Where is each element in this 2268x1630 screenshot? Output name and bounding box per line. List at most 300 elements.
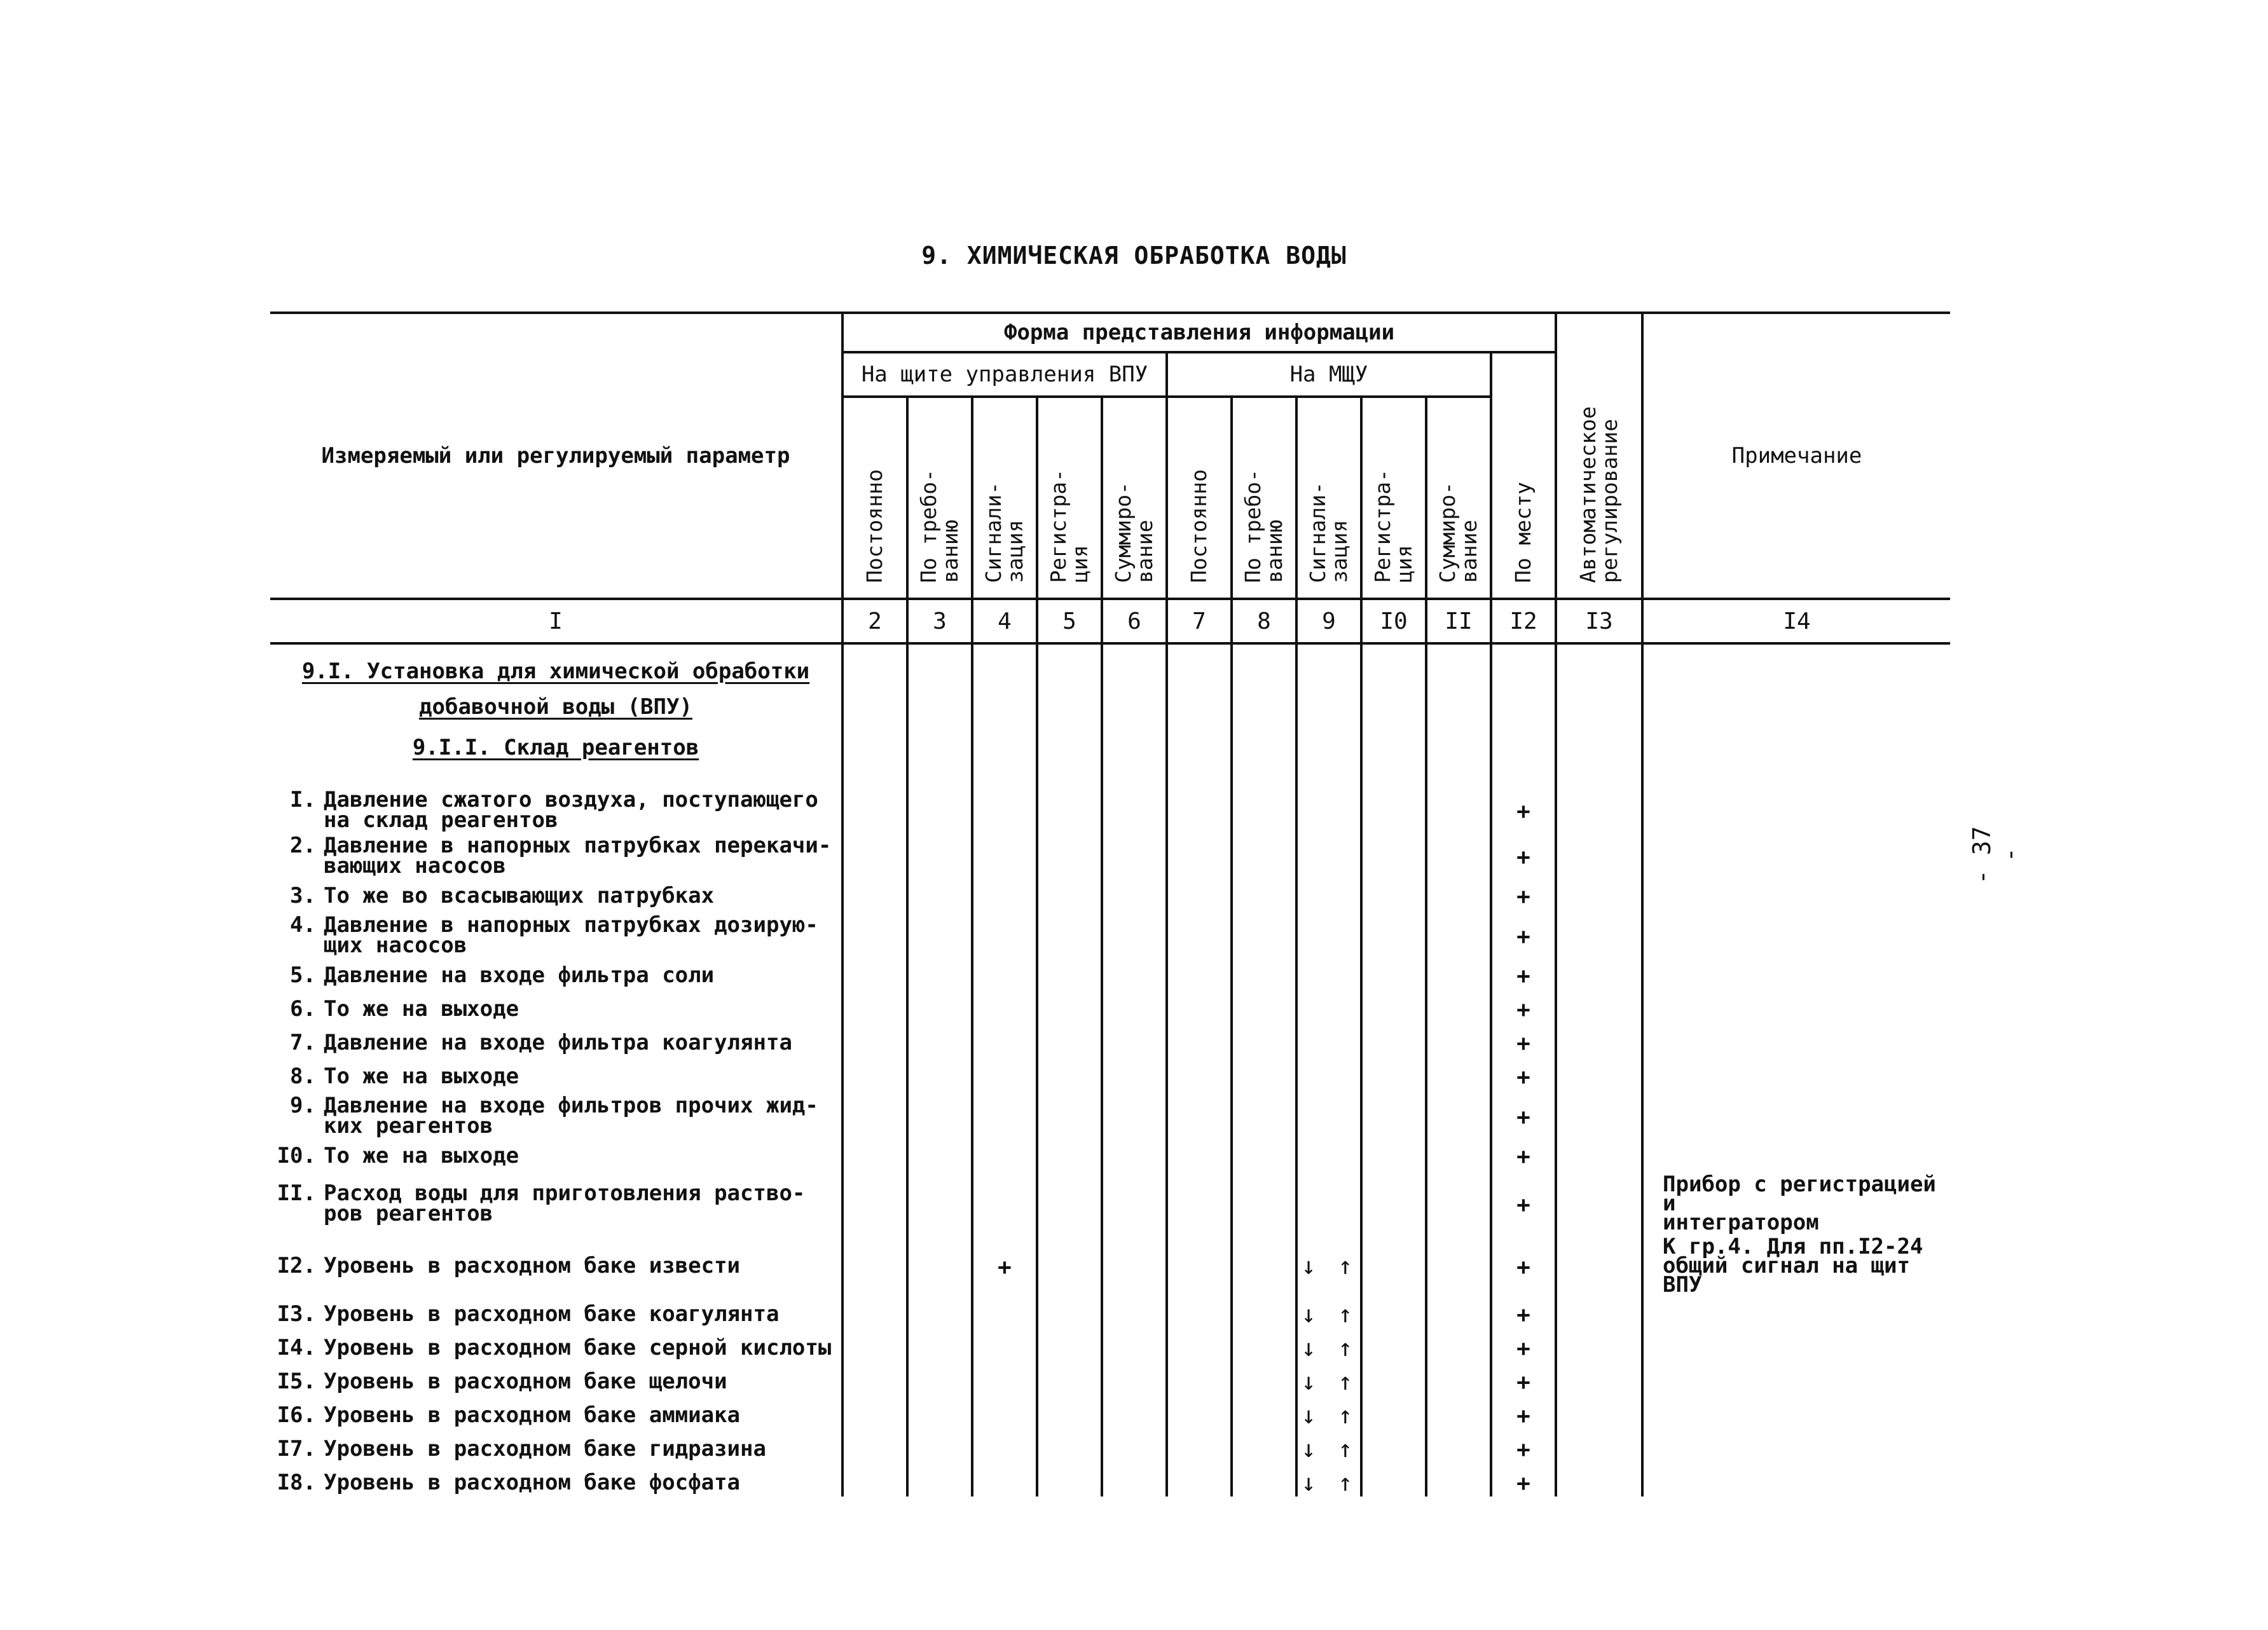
empty-cell: [1232, 1294, 1296, 1328]
empty-cell: [1426, 830, 1491, 876]
empty-cell: [907, 1023, 972, 1057]
empty-cell: [907, 1294, 972, 1328]
empty-cell: [1102, 1362, 1167, 1395]
empty-cell: [1361, 1429, 1426, 1463]
empty-cell: [1556, 1023, 1642, 1057]
empty-cell: [1556, 1136, 1642, 1170]
empty-cell: [907, 1232, 972, 1294]
empty-cell: [1556, 1362, 1642, 1395]
parameter-cell: [270, 830, 842, 879]
empty-cell: [1102, 1057, 1167, 1090]
empty-cell: [1556, 1294, 1642, 1328]
header-vpu-col: По требо- ванию: [907, 397, 972, 599]
header-mshu-col: Постоянно: [1167, 397, 1232, 599]
table-row: [270, 830, 1950, 876]
on-site-cell: +: [1491, 1362, 1556, 1395]
column-number: 2: [842, 599, 907, 643]
empty-cell: [1361, 1057, 1426, 1090]
table-row: [270, 1294, 1950, 1328]
empty-cell: [1037, 1429, 1102, 1463]
note-cell: [1642, 1136, 1950, 1170]
empty-cell: [1361, 830, 1426, 876]
header-mshu-col: Регистра- ция: [1361, 397, 1426, 599]
empty-cell: [1167, 784, 1232, 830]
row-number: I5.: [277, 1368, 316, 1394]
empty-cell: [1426, 1057, 1491, 1090]
header-parameter: Измеряемый или регулируемый параметр: [270, 313, 842, 599]
empty-cell: [1556, 1232, 1642, 1294]
empty-cell: [1426, 1429, 1491, 1463]
empty-cell: [1361, 1294, 1426, 1328]
column-number: I3: [1556, 599, 1642, 643]
signal-vpu-cell: [972, 955, 1037, 989]
column-number: 4: [972, 599, 1037, 643]
empty-cell: [1556, 1463, 1642, 1496]
signal-mshu-cell: ↓ ↑: [1296, 1395, 1361, 1429]
empty-cell: [1167, 1170, 1232, 1232]
column-number: I2: [1491, 599, 1556, 643]
row-text: Давление на входе фильтра коагулянта: [324, 1029, 792, 1055]
header-note: Примечание: [1642, 313, 1950, 599]
empty-cell: [1167, 989, 1232, 1023]
page-title: 9. ХИМИЧЕСКАЯ ОБРАБОТКА ВОДЫ: [921, 242, 1347, 270]
empty-cell: [1167, 1090, 1232, 1136]
on-site-cell: +: [1491, 955, 1556, 989]
column-number: 9: [1296, 599, 1361, 643]
header-vpu-col: Суммиро- вание: [1102, 397, 1167, 599]
row-text: Давление на входе фильтра соли: [324, 962, 715, 988]
empty-cell: [1037, 1232, 1102, 1294]
empty-cell: [1037, 784, 1102, 830]
empty-cell: [842, 989, 907, 1023]
empty-cell: [907, 989, 972, 1023]
header-mshu-col: Сигнали- зация: [1296, 397, 1361, 599]
empty-cell: [1232, 830, 1296, 876]
signal-vpu-cell: [972, 1328, 1037, 1362]
empty-cell: [1102, 1328, 1167, 1362]
empty-cell: [1102, 1232, 1167, 1294]
empty-cell: [842, 1023, 907, 1057]
row-text: Давление сжатого воздуха, поступающего на склад реагентов: [324, 787, 818, 833]
row-number: I3.: [277, 1301, 316, 1327]
empty-cell: [1037, 1395, 1102, 1429]
empty-cell: [1361, 1362, 1426, 1395]
table-row: [270, 1090, 1950, 1136]
signal-mshu-cell: ↓ ↑: [1296, 1463, 1361, 1496]
empty-cell: [1232, 1429, 1296, 1463]
row-text: Давление на входе фильтров прочих жид- ких реагентов: [324, 1093, 818, 1139]
empty-cell: [1037, 1090, 1102, 1136]
table-row: [270, 1395, 1950, 1429]
header-group-vpu: На щите управления ВПУ: [842, 352, 1167, 397]
empty-cell: [1167, 1294, 1232, 1328]
on-site-cell: +: [1491, 1429, 1556, 1463]
row-text: То же во всасывающих патрубках: [324, 882, 715, 908]
signal-vpu-cell: +: [972, 1232, 1037, 1294]
empty-cell: [1361, 1023, 1426, 1057]
section-title: 9.I. Установка для химической обработки добавочной воды (ВПУ): [301, 659, 810, 720]
empty-cell: [1556, 1090, 1642, 1136]
empty-cell: [842, 784, 907, 830]
empty-cell: [1556, 1395, 1642, 1429]
empty-cell: [1167, 1362, 1232, 1395]
empty-cell: [1556, 1328, 1642, 1362]
signal-vpu-cell: [972, 1057, 1037, 1090]
header-vpu-col: Регистра- ция: [1037, 397, 1102, 599]
note-cell: [1642, 989, 1950, 1023]
signal-mshu-cell: ↓ ↑: [1296, 1429, 1361, 1463]
empty-cell: [1167, 955, 1232, 989]
empty-cell: [1167, 876, 1232, 910]
empty-cell: [907, 1328, 972, 1362]
column-number: 3: [907, 599, 972, 643]
empty-cell: [1167, 1328, 1232, 1362]
empty-cell: [1426, 989, 1491, 1023]
parameter-cell: [270, 1328, 842, 1362]
empty-cell: [1426, 1090, 1491, 1136]
row-text: Уровень в расходном баке щелочи: [324, 1368, 727, 1394]
signal-mshu-cell: [1296, 1136, 1361, 1170]
empty-cell: [1361, 1136, 1426, 1170]
row-number: 8.: [290, 1063, 316, 1089]
parameter-cell: [270, 1057, 842, 1090]
empty-cell: [842, 1429, 907, 1463]
note-cell: [1642, 784, 1950, 830]
empty-cell: [1232, 1463, 1296, 1496]
signal-mshu-cell: [1296, 955, 1361, 989]
empty-cell: [842, 1463, 907, 1496]
empty-cell: [1167, 1023, 1232, 1057]
column-number-row: [270, 599, 1950, 643]
signal-mshu-cell: [1296, 1170, 1361, 1232]
signal-vpu-cell: [972, 1429, 1037, 1463]
parameter-cell: [270, 955, 842, 989]
empty-cell: [1361, 1328, 1426, 1362]
empty-cell: [1037, 1023, 1102, 1057]
empty-cell: [1426, 876, 1491, 910]
on-site-cell: +: [1491, 1463, 1556, 1496]
signal-mshu-cell: [1296, 876, 1361, 910]
signal-mshu-cell: ↓ ↑: [1296, 1232, 1361, 1294]
row-number: I2.: [277, 1253, 316, 1278]
column-number: I0: [1361, 599, 1426, 643]
empty-cell: [1232, 876, 1296, 910]
row-number: I7.: [277, 1435, 316, 1462]
row-text: Уровень в расходном баке коагулянта: [324, 1301, 780, 1327]
row-number: I4.: [277, 1334, 316, 1360]
signal-mshu-cell: [1296, 1057, 1361, 1090]
empty-cell: [1426, 910, 1491, 955]
row-number: 3.: [290, 882, 316, 908]
table-row: [270, 1429, 1950, 1463]
note-cell: К гр.4. Для пп.I2-24 общий сигнал на щит ВПУ: [1642, 1232, 1950, 1294]
row-text: Уровень в расходном баке фосфата: [324, 1469, 741, 1495]
empty-cell: [1556, 784, 1642, 830]
signal-mshu-cell: ↓ ↑: [1296, 1362, 1361, 1395]
row-number: I8.: [277, 1469, 316, 1495]
empty-cell: [1361, 910, 1426, 955]
empty-cell: [1167, 1136, 1232, 1170]
signal-mshu-cell: ↓ ↑: [1296, 1328, 1361, 1362]
empty-cell: [1167, 1395, 1232, 1429]
signal-vpu-cell: [972, 1294, 1037, 1328]
empty-cell: [1037, 1463, 1102, 1496]
empty-cell: [1426, 1328, 1491, 1362]
row-text: То же на выходе: [324, 1063, 519, 1089]
empty-cell: [1426, 1023, 1491, 1057]
empty-cell: [842, 1294, 907, 1328]
empty-cell: [1102, 876, 1167, 910]
empty-cell: [1037, 910, 1102, 955]
empty-cell: [1102, 1463, 1167, 1496]
signal-vpu-cell: [972, 1463, 1037, 1496]
empty-cell: [1102, 1170, 1167, 1232]
empty-cell: [907, 1362, 972, 1395]
empty-cell: [1361, 1395, 1426, 1429]
table-row: [270, 910, 1950, 955]
column-number: 8: [1232, 599, 1296, 643]
note-cell: [1642, 1294, 1950, 1328]
parameter-cell: [270, 1395, 842, 1429]
empty-cell: [1102, 1136, 1167, 1170]
note-cell: [1642, 1090, 1950, 1136]
empty-cell: [1426, 1362, 1491, 1395]
row-text: Уровень в расходном баке серной кислоты: [324, 1334, 832, 1360]
empty-cell: [1361, 1463, 1426, 1496]
row-number: 7.: [290, 1029, 316, 1055]
column-number: II: [1426, 599, 1491, 643]
empty-cell: [1037, 1294, 1102, 1328]
signal-vpu-cell: [972, 830, 1037, 876]
empty-cell: [842, 876, 907, 910]
empty-cell: [1037, 830, 1102, 876]
header-vpu-col: Постоянно: [842, 397, 907, 599]
parameter-cell: [270, 1429, 842, 1463]
on-site-cell: +: [1491, 1057, 1556, 1090]
signal-mshu-cell: [1296, 989, 1361, 1023]
signal-vpu-cell: [972, 989, 1037, 1023]
column-number: 7: [1167, 599, 1232, 643]
empty-cell: [1102, 1429, 1167, 1463]
empty-cell: [1361, 1090, 1426, 1136]
note-cell: [1642, 876, 1950, 910]
header-on-site: По месту: [1491, 352, 1556, 599]
parameter-cell: [270, 1136, 842, 1170]
table-row: [270, 1362, 1950, 1395]
on-site-cell: +: [1491, 1232, 1556, 1294]
empty-cell: [1232, 1023, 1296, 1057]
note-cell: [1642, 1057, 1950, 1090]
note-cell: Прибор с регистрацией и интегратором: [1642, 1170, 1950, 1232]
parameter-cell: [270, 910, 842, 958]
empty-cell: [1232, 1136, 1296, 1170]
table-row: [270, 1328, 1950, 1362]
subsection-title: 9.I.I. Склад реагентов: [412, 735, 699, 760]
empty-cell: [1426, 1395, 1491, 1429]
parameter-cell: [270, 1023, 842, 1057]
signal-mshu-cell: [1296, 1090, 1361, 1136]
empty-cell: [1037, 876, 1102, 910]
on-site-cell: +: [1491, 876, 1556, 910]
empty-cell: [907, 830, 972, 876]
empty-cell: [1102, 830, 1167, 876]
column-number: I: [270, 599, 842, 643]
empty-cell: [1232, 955, 1296, 989]
signal-vpu-cell: [972, 876, 1037, 910]
note-cell: [1642, 1395, 1950, 1429]
parameter-cell: [270, 876, 842, 910]
empty-cell: [907, 955, 972, 989]
empty-cell: [907, 1090, 972, 1136]
header-group-mshu: На МЩУ: [1167, 352, 1491, 397]
empty-cell: [1232, 1057, 1296, 1090]
empty-cell: [1232, 1232, 1296, 1294]
empty-cell: [1167, 1463, 1232, 1496]
header-mshu-col: По требо- ванию: [1232, 397, 1296, 599]
column-number: 6: [1102, 599, 1167, 643]
signal-mshu-cell: [1296, 910, 1361, 955]
row-number: 9.: [290, 1093, 316, 1118]
header-mshu-col: Суммиро- вание: [1426, 397, 1491, 599]
header-auto-regulation: Автоматическое регулирование: [1556, 313, 1642, 599]
table-row: [270, 876, 1950, 910]
empty-cell: [1556, 910, 1642, 955]
table-row: [270, 1170, 1950, 1232]
empty-cell: [1102, 1294, 1167, 1328]
empty-cell: [1556, 1170, 1642, 1232]
signal-vpu-cell: [972, 1090, 1037, 1136]
row-text: Давление в напорных патрубках перекачи- вающих насосов: [324, 833, 832, 879]
table-row: [270, 1057, 1950, 1090]
empty-cell: [1102, 1090, 1167, 1136]
signal-vpu-cell: [972, 1170, 1037, 1232]
subsection-row: [270, 725, 1950, 784]
on-site-cell: +: [1491, 1023, 1556, 1057]
empty-cell: [1426, 1136, 1491, 1170]
empty-cell: [1037, 955, 1102, 989]
table-row: [270, 1463, 1950, 1496]
on-site-cell: +: [1491, 1395, 1556, 1429]
empty-cell: [842, 955, 907, 989]
empty-cell: [1361, 1232, 1426, 1294]
row-number: I0.: [277, 1142, 316, 1168]
empty-cell: [1037, 1362, 1102, 1395]
empty-cell: [842, 1232, 907, 1294]
parameters-table: [270, 312, 1950, 1496]
signal-mshu-cell: [1296, 784, 1361, 830]
empty-cell: [1556, 830, 1642, 876]
parameter-cell: [270, 1232, 842, 1294]
row-text: Уровень в расходном баке аммиака: [324, 1402, 741, 1428]
row-text: Давление в напорных патрубках дозирую- щих насосов: [324, 912, 818, 958]
empty-cell: [1167, 1057, 1232, 1090]
empty-cell: [1232, 910, 1296, 955]
section-row: [270, 643, 1950, 725]
empty-cell: [1361, 955, 1426, 989]
empty-cell: [842, 1057, 907, 1090]
empty-cell: [1102, 784, 1167, 830]
column-number: I4: [1642, 599, 1950, 643]
table-row: [270, 1232, 1950, 1294]
empty-cell: [1232, 1362, 1296, 1395]
row-number: 6.: [290, 996, 316, 1022]
empty-cell: [907, 784, 972, 830]
signal-vpu-cell: [972, 784, 1037, 830]
note-cell: [1642, 1328, 1950, 1362]
signal-vpu-cell: [972, 910, 1037, 955]
table-row: [270, 955, 1950, 989]
empty-cell: [1426, 1463, 1491, 1496]
signal-vpu-cell: [972, 1023, 1037, 1057]
table-row: [270, 1023, 1950, 1057]
note-cell: [1642, 1023, 1950, 1057]
empty-cell: [1167, 1429, 1232, 1463]
empty-cell: [1426, 1170, 1491, 1232]
empty-cell: [907, 1057, 972, 1090]
empty-cell: [1426, 1232, 1491, 1294]
empty-cell: [842, 1395, 907, 1429]
empty-cell: [1361, 784, 1426, 830]
parameter-cell: [270, 1090, 842, 1139]
empty-cell: [1102, 955, 1167, 989]
table-row: [270, 1136, 1950, 1170]
parameter-cell: [270, 1170, 842, 1232]
empty-cell: [1361, 1170, 1426, 1232]
empty-cell: [1037, 989, 1102, 1023]
signal-vpu-cell: [972, 1395, 1037, 1429]
empty-cell: [1556, 1057, 1642, 1090]
empty-cell: [842, 910, 907, 955]
empty-cell: [1167, 830, 1232, 876]
empty-cell: [1232, 989, 1296, 1023]
empty-cell: [842, 1090, 907, 1136]
on-site-cell: +: [1491, 1328, 1556, 1362]
table-row: [270, 784, 1950, 830]
empty-cell: [1037, 1057, 1102, 1090]
on-site-cell: +: [1491, 1136, 1556, 1170]
empty-cell: [1426, 955, 1491, 989]
empty-cell: [907, 876, 972, 910]
note-cell: [1642, 955, 1950, 989]
on-site-cell: +: [1491, 989, 1556, 1023]
parameter-cell: [270, 989, 842, 1023]
parameter-cell: [270, 784, 842, 833]
parameter-cell: [270, 1294, 842, 1328]
empty-cell: [842, 1362, 907, 1395]
empty-cell: [842, 830, 907, 876]
note-cell: [1642, 1463, 1950, 1496]
parameter-cell: [270, 1463, 842, 1496]
empty-cell: [1361, 876, 1426, 910]
empty-cell: [1556, 955, 1642, 989]
on-site-cell: +: [1491, 830, 1556, 876]
empty-cell: [842, 1136, 907, 1170]
empty-cell: [1232, 1328, 1296, 1362]
row-number: 2.: [290, 833, 316, 858]
row-text: Расход воды для приготовления раство- ров реагентов: [324, 1181, 806, 1226]
empty-cell: [1037, 1328, 1102, 1362]
row-text: То же на выходе: [324, 996, 519, 1022]
header-form: Форма представления информации: [842, 313, 1556, 352]
empty-cell: [1232, 1170, 1296, 1232]
empty-cell: [1167, 910, 1232, 955]
column-number: 5: [1037, 599, 1102, 643]
empty-cell: [907, 1170, 972, 1232]
empty-cell: [1361, 989, 1426, 1023]
note-cell: [1642, 1362, 1950, 1395]
empty-cell: [1102, 1023, 1167, 1057]
empty-cell: [1232, 784, 1296, 830]
